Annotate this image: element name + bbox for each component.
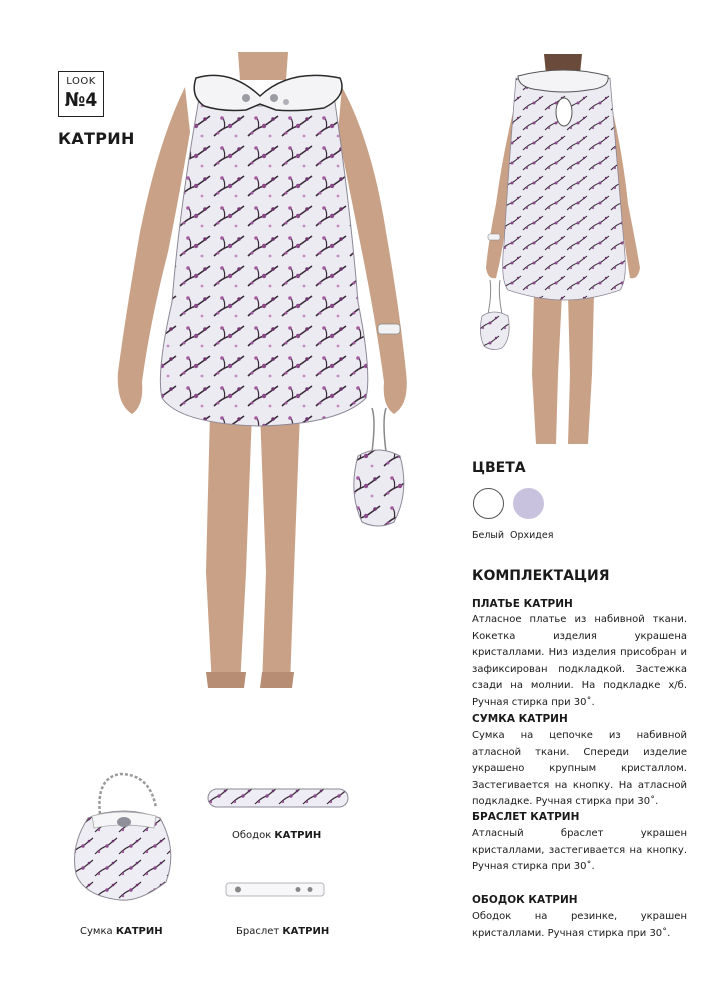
item-bag-text: Сумка на цепочке из набивной атласной ткани. Спереди изделие украшено крупным кристаллом. Застегивается на кнопку. На атласной подкладке. Ручная стирка при 30˚. bbox=[472, 730, 687, 807]
set-heading: КОМПЛЕКТАЦИЯ bbox=[472, 568, 610, 584]
swatch-label-orchid: Орхидея bbox=[510, 530, 554, 541]
caption-bracelet-name: КАТРИН bbox=[282, 926, 330, 937]
look-number: №4 bbox=[64, 89, 98, 111]
caption-headband bbox=[232, 830, 321, 841]
item-bracelet-text: Атласный браслет украшен кристаллами, застегивается на кнопку. Ручная стирка при 30˚. bbox=[472, 828, 687, 872]
look-badge bbox=[58, 71, 104, 117]
caption-bracelet bbox=[236, 926, 329, 937]
colors-heading: ЦВЕТА bbox=[472, 460, 526, 476]
item-dress-text: Атласное платье из набивной ткани. Кокетка изделия украшена кристаллами. Низ изделия присобран и зафиксирован подкладкой. Застежка сзади на молнии. На подкладке х/б. Ручная стирка при 30˚. bbox=[472, 614, 687, 708]
bracelet-photo bbox=[224, 880, 326, 900]
swatch-white[interactable] bbox=[473, 488, 504, 519]
caption-headband-name: КАТРИН bbox=[274, 830, 322, 841]
swatch-orchid[interactable] bbox=[513, 488, 544, 519]
item-bag-title: СУМКА КАТРИН bbox=[472, 713, 568, 725]
caption-headband-prefix: Ободок bbox=[232, 830, 272, 841]
item-dress-title: ПЛАТЬЕ КАТРИН bbox=[472, 598, 573, 610]
look-label: LOOK bbox=[66, 76, 96, 87]
model-back-photo bbox=[478, 54, 648, 448]
caption-bag-name: КАТРИН bbox=[115, 926, 163, 937]
item-headband-title: ОБОДОК КАТРИН bbox=[472, 894, 578, 906]
swatch-label-white: Белый bbox=[472, 530, 505, 541]
item-bracelet-title: БРАСЛЕТ КАТРИН bbox=[472, 811, 580, 823]
caption-bracelet-prefix: Браслет bbox=[236, 926, 280, 937]
model-front-photo bbox=[110, 52, 420, 692]
caption-bag bbox=[80, 926, 163, 937]
headband-photo bbox=[206, 786, 350, 810]
caption-bag-prefix: Сумка bbox=[80, 926, 113, 937]
bag-photo bbox=[70, 770, 176, 902]
page-title: КАТРИН bbox=[58, 129, 135, 148]
item-headband-text: Ободок на резинке, украшен кристаллами. Ручная стирка при 30˚. bbox=[472, 911, 687, 939]
